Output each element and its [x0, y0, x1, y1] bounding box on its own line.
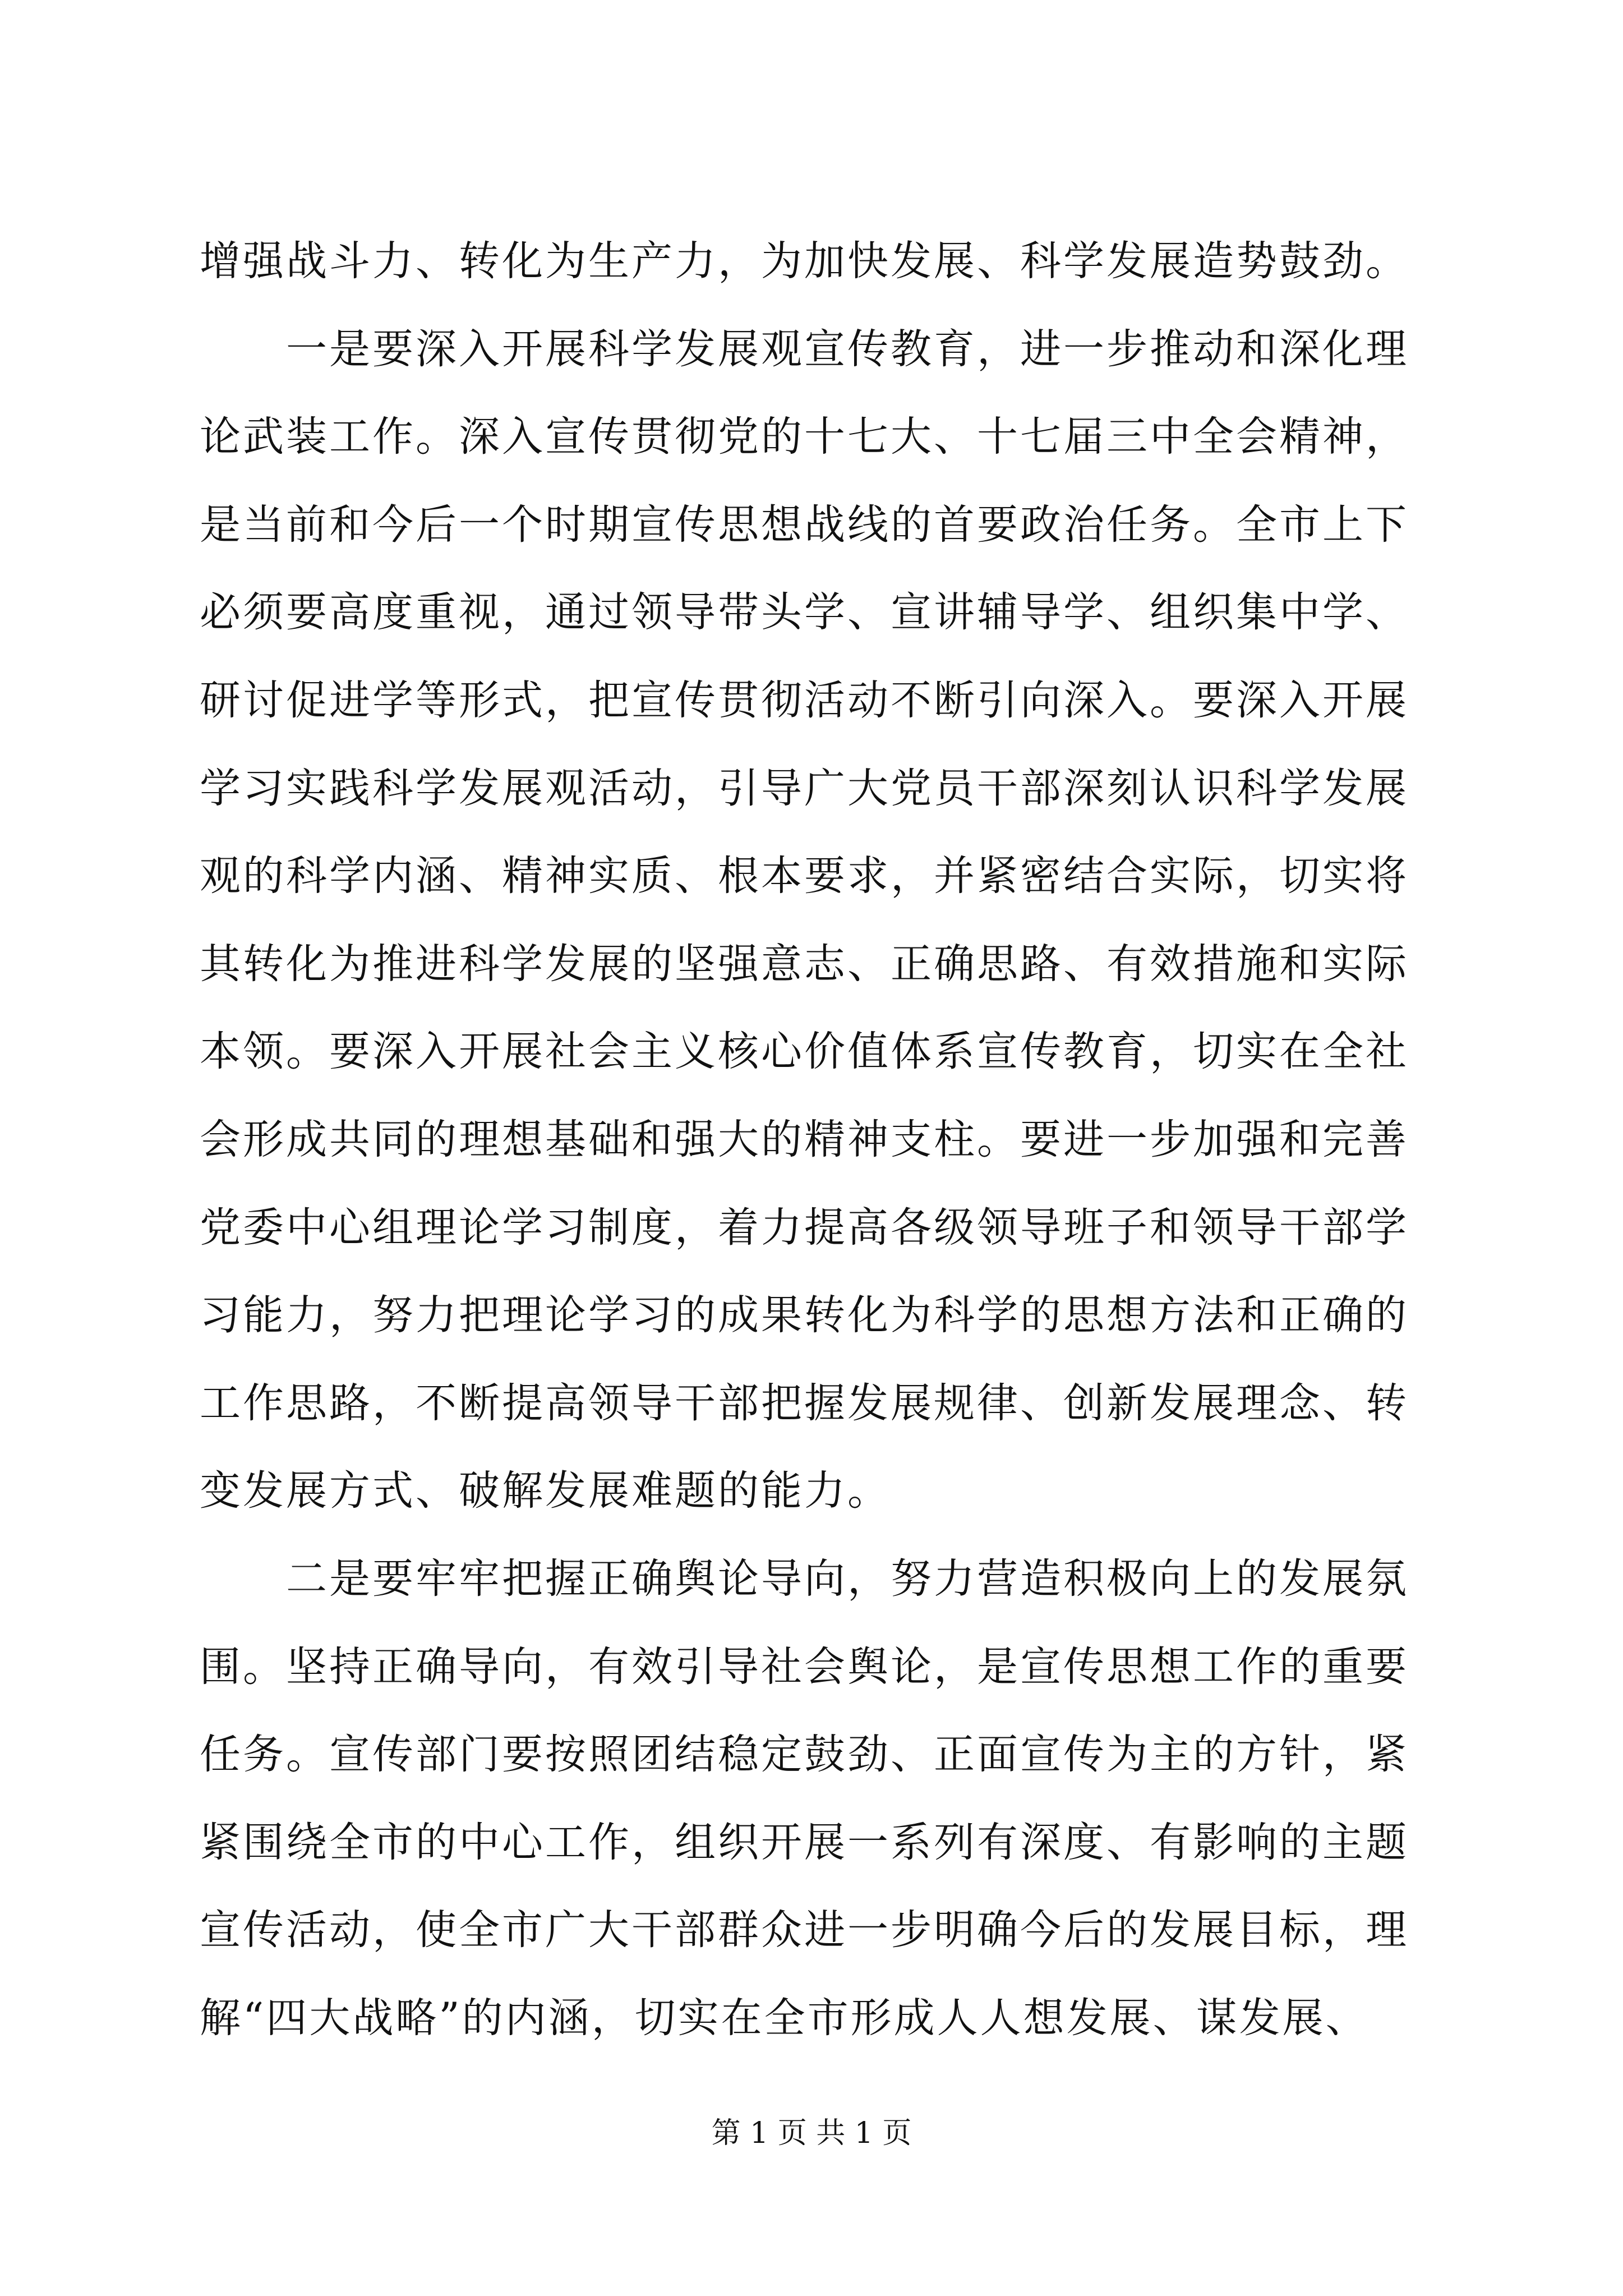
text-line: 宣传活动，使全市广大干部群众进一步明确今后的发展目标，理: [200, 1906, 1409, 1954]
text-line: 二是要牢牢把握正确舆论导向，努力营造积极向上的发展氛: [200, 1554, 1409, 1603]
text-line: 习能力，努力把理论学习的成果转化为科学的思想方法和正确的: [200, 1291, 1409, 1340]
body-text: [200, 218, 1433, 2062]
text-line: 党委中心组理论学习制度，着力提高各级领导班子和领导干部学: [200, 1203, 1409, 1251]
page-footer: 第 1 页 共 1 页: [711, 2116, 912, 2150]
text-line: 围。坚持正确导向，有效引导社会舆论，是宣传思想工作的重要: [200, 1642, 1409, 1691]
text-line: 紧围绕全市的中心工作，组织开展一系列有深度、有影响的主题: [200, 1818, 1409, 1866]
text-line: 是当前和今后一个时期宣传思想战线的首要政治任务。全市上下: [200, 500, 1409, 549]
text-line: 观的科学内涵、精神实质、根本要求，并紧密结合实际，切实将: [200, 852, 1409, 900]
text-line: 工作思路，不断提高领导干部把握发展规律、创新发展理念、转: [200, 1379, 1409, 1427]
text-line: 研讨促进学等形式，把宣传贯彻活动不断引向深入。要深入开展: [200, 676, 1409, 724]
text-line: 其转化为推进科学发展的坚强意志、正确思路、有效措施和实际: [200, 940, 1409, 988]
text-line: 解“四大战略”的内涵，切实在全市形成人人想发展、谋发展、: [200, 1994, 1369, 2042]
text-line: 必须要高度重视，通过领导带头学、宣讲辅导学、组织集中学、: [200, 588, 1409, 637]
text-line: 论武装工作。深入宣传贯彻党的十七大、十七届三中全会精神，: [200, 413, 1409, 461]
text-line: 会形成共同的理想基础和强大的精神支柱。要进一步加强和完善: [200, 1115, 1409, 1163]
text-line: 一是要深入开展科学发展观宣传教育，进一步推动和深化理: [200, 325, 1409, 373]
text-line: 增强战斗力、转化为生产力，为加快发展、科学发展造势鼓劲。: [200, 237, 1409, 285]
text-line: 本领。要深入开展社会主义核心价值体系宣传教育，切实在全社: [200, 1028, 1409, 1076]
text-line: 变发展方式、破解发展难题的能力。: [200, 1467, 891, 1515]
text-line: 学习实践科学发展观活动，引导广大党员干部深刻认识科学发展: [200, 764, 1409, 812]
text-line: 任务。宣传部门要按照团结稳定鼓劲、正面宣传为主的方针，紧: [200, 1731, 1409, 1779]
